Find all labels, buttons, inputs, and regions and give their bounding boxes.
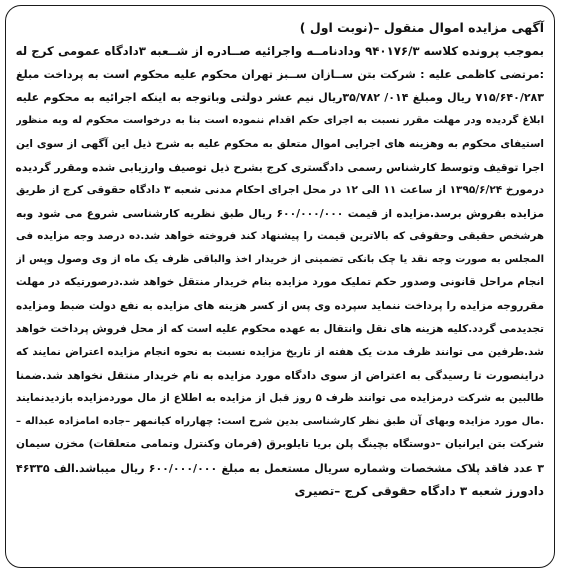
notice-line: :مرتضی کاظمی علیه : شرکت بتن ســازان ســبز تهران محکوم علیه محکوم است به پرداخت مبلغ [16, 68, 544, 82]
notice-line: اجرا توقیف وتوسط کارشناس رسمی دادگستری کرج بشرح ذیل توصیف وارزیابی شده ومقرر گردیده [16, 160, 544, 174]
notice-line: بموجب پرونده کلاسه ۹۴۰۱۷۶/۳ ودادنامــه واجرائیه صــادره از شــعبه ۳دادگاه عمومی کرج له [16, 44, 544, 58]
notice-body [16, 15, 544, 503]
notice-line: ابلاغ گردیده ودر مهلت مقرر نسبت به اجرای حکم اقدام ننموده است بنا به درخواست محکوم له وبه منظور [16, 115, 544, 127]
notice-line: دراینصورت تا رسیدگی به اعتراض از سوی دادگاه مورد مزایده به نام خریدار منتقل نخواهد شد.ضمنا [16, 368, 544, 382]
notice-line: مزایده بفروش برسد.مزایده از قیمت ۶۰۰/۰۰۰/۰۰۰ ریال طبق نظریه کارشناسی شروع می شود وبه [16, 206, 544, 220]
notice-title: آگهی مزایده اموال منقول –(نوبت اول ) [299, 20, 544, 35]
notice-signature: دادورز شعبه ۳ دادگاه حقوقی کرج –تصیری [294, 483, 544, 498]
notice-frame [5, 5, 555, 568]
notice-line: .مال مورد مزایده وبهای آن طبق نظر کارشناسی بدین شرح است: چهارراه کیانمهر –جاده امامزاده عبداله – [16, 416, 544, 428]
notice-line: المجلس به صورت وجه نقد یا چک بانکی تضمینی از خریدار اخذ والباقی ظرف یک ماه از وی وصول وپس از [16, 254, 544, 266]
notice-line: شرکت بتن ایرانیان –دوستگاه بچینگ پلن بریا تایلوبرق (فرمان وکنترل وتمامی متعلقات) مخزن سیمان [16, 438, 544, 451]
notice-line: ۳ عدد فاقد پلاک مشخصات وشماره سریال مستعمل به مبلغ ۶۰۰/۰۰۰/۰۰۰ ریال میباشد.الف ۴۶۳۳۵ [16, 461, 544, 475]
notice-line: هرشخص حقیقی وحقوقی که بالاترین قیمت را پیشنهاد کند فروخته خواهد شد.ده درصد وجه مزایده فی [16, 230, 544, 243]
notice-line: درمورخ ۱۳۹۵/۶/۲۴ از ساعت ۱۱ الی ۱۲ در محل اجرای احکام مدنی شعبه ۳ دادگاه حقوقی کرج از طریق [16, 183, 544, 196]
notice-line: استیفای محکوم به وهزینه های اجرایی اموال متعلق به محکوم علیه به شرح ذیل این آگهی از سوی این [16, 137, 544, 150]
notice-line: انجام مراحل قانونی وصدور حکم تملیک مورد مزایده بنام خریدار منتقل خواهد شد.درصورتیکه در مهلت [16, 276, 544, 289]
notice-line: مقرروجه مزایده را پرداخت ننماید سپرده وی پس از کسر هزینه های مزایده به نفع دولت ضبط ومزایده [16, 299, 544, 312]
notice-line: طالبین به شرکت درمزایده می توانند ظرف ۵ روز قبل از مزایده به اطلاع از مال موردمزایده بازدیدنمایند [16, 392, 544, 405]
notice-line: شد.طرفین می توانند ظرف مدت یک هفته از تاریخ مزایده نسبت به نحوه انجام مزایده اعتراض نمایند که [16, 345, 544, 358]
notice-line: ۷۱۵/۶۴۰/۲۸۳ ریال ومبلغ ۰۱۴/ ۳۵/۷۸۲ریال نیم عشر دولتی وباتوجه به اینکه اجرائیه به محکوم علیه [16, 91, 544, 105]
notice-line: تجدیدمی گردد.کلیه هزینه های نقل وانتقال به عهده محکوم علیه است که از محل فروش پرداخت خواهد [16, 322, 544, 335]
